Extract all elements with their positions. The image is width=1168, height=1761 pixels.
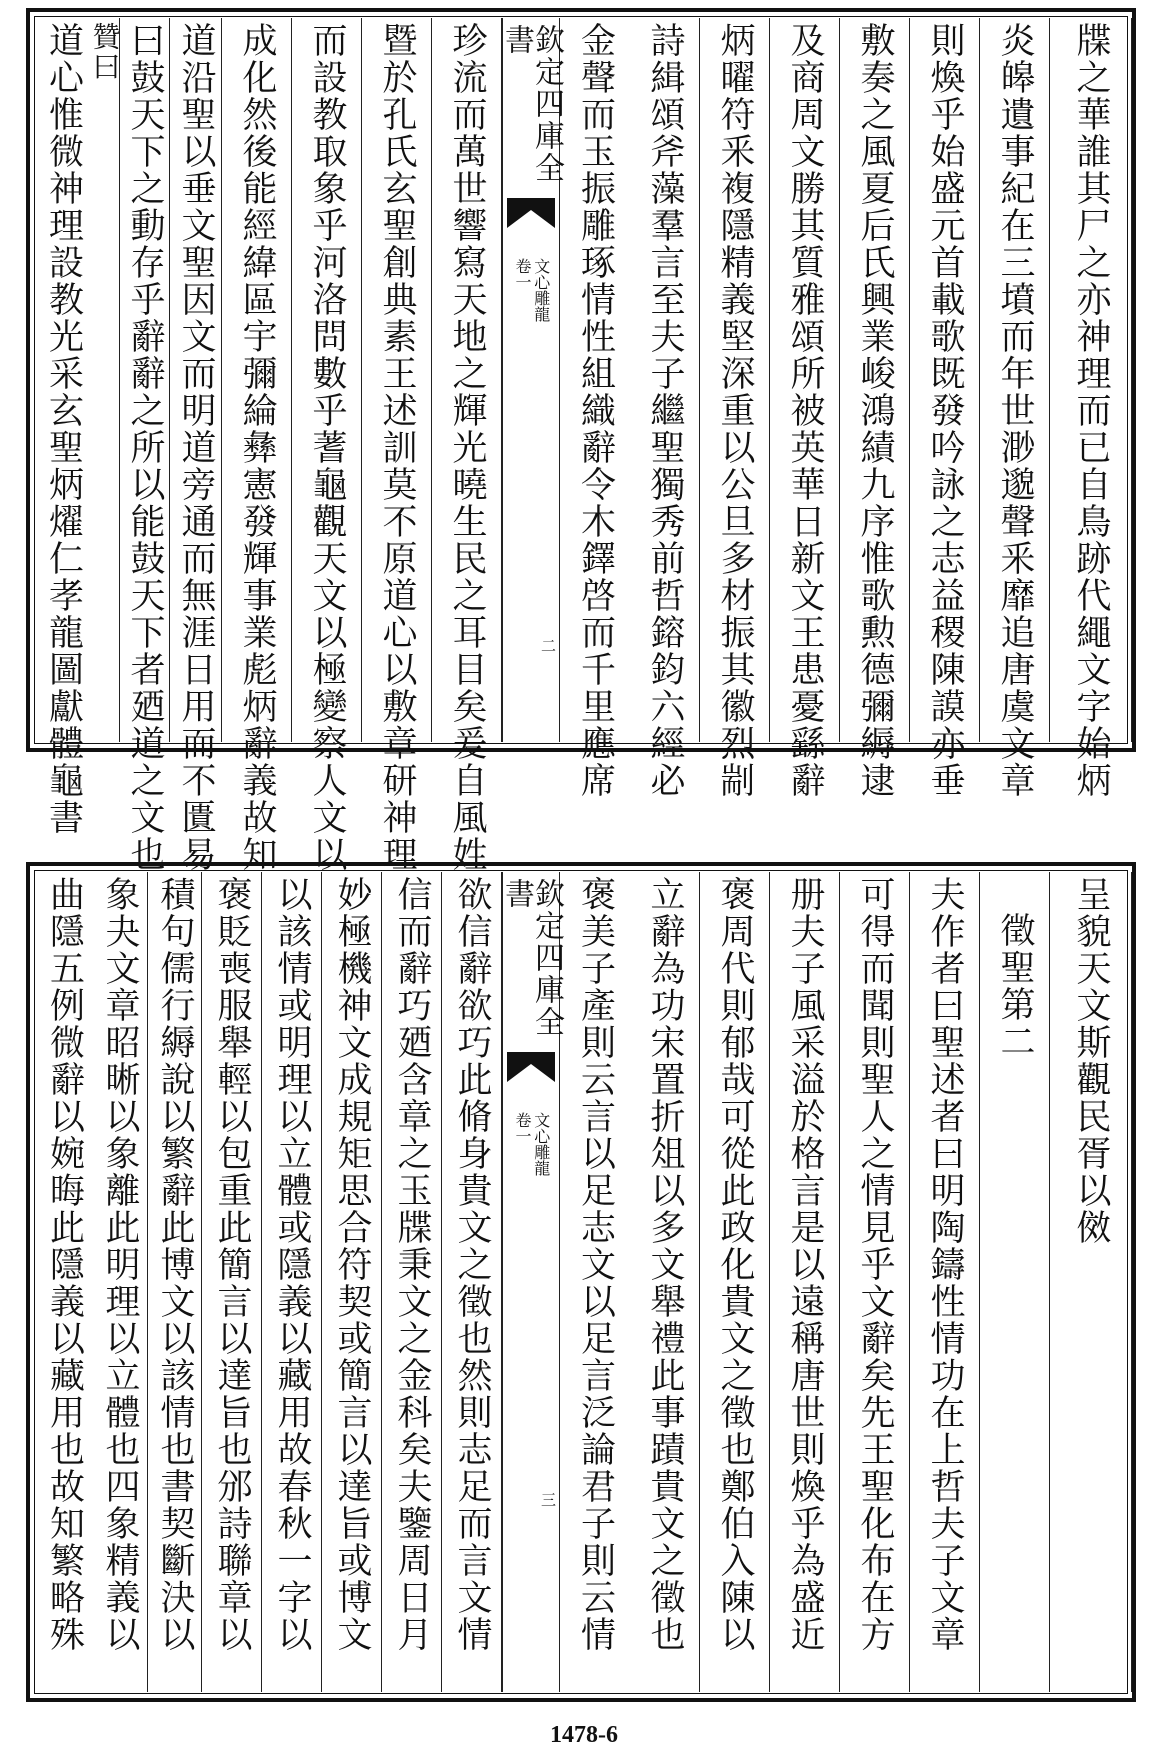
text-column	[362, 18, 432, 873]
column-text: 金聲而玉振雕琢情性組織辭令木鐸啓而千里應席	[575, 22, 616, 799]
page-number: 三	[539, 1492, 557, 1507]
page-number: 二	[539, 638, 557, 653]
volume-label: 卷一	[513, 1112, 532, 1144]
column-text: 褒美子產則云言以足志文以足言泛論君子則云情	[575, 876, 616, 1653]
text-column	[442, 872, 502, 1692]
text-column	[262, 872, 322, 1692]
footer-page-code: 1478-6	[550, 1722, 618, 1748]
text-column	[770, 18, 840, 799]
book-name: 文心雕龍	[531, 1112, 551, 1176]
text-column	[382, 872, 442, 1692]
text-column	[700, 872, 770, 1692]
fishtail-mark-icon	[507, 198, 555, 228]
column-text: 牒之華誰其尸之亦神理而已自鳥跡代繩文字始炳	[1071, 22, 1111, 799]
text-column	[560, 18, 630, 799]
column-text: 及商周文勝其質雅頌所被英華日新文王患憂繇辭	[785, 22, 825, 799]
text-column	[36, 18, 90, 836]
text-column	[90, 18, 120, 742]
fishtail-mark-icon	[507, 1052, 555, 1082]
column-text: 呈貌天文斯觀民胥以傚	[1071, 876, 1111, 1246]
column-text: 妙極機神文成規矩思合符契或簡言以達旨或博文	[332, 876, 372, 1653]
text-column	[980, 18, 1050, 799]
column-text: 積句儒行縟說以繁辭此博文以該情也書契斷決以	[155, 876, 195, 1653]
text-column	[630, 872, 700, 1692]
column-text: 象夬文章昭晰以象離此明理以立體也四象精義以	[100, 876, 140, 1653]
text-column	[36, 872, 92, 1692]
text-column	[120, 18, 170, 873]
book-title	[503, 1112, 559, 1176]
text-column	[222, 18, 292, 873]
text-column	[980, 872, 1050, 1692]
chapter-title: 徵聖第二	[995, 912, 1035, 1060]
text-column	[560, 872, 630, 1692]
column-text: 炎皞遺事紀在三墳而年世渺邈聲釆靡追唐虞文章	[995, 22, 1035, 799]
column-text: 册夫子風采溢於格言是以遠稱唐世則煥乎為盛近	[785, 876, 825, 1653]
text-column	[292, 18, 362, 873]
column-text: 褒貶喪服舉輕以包重此簡言以達旨也邠詩聯章以	[212, 876, 252, 1653]
text-column	[770, 872, 840, 1692]
library-title: 欽定四庫全書	[499, 878, 564, 1038]
column-text: 敷奏之風夏后氏興業峻鴻績九序惟歌勲德彌縟逮	[855, 22, 895, 799]
text-column	[910, 872, 980, 1692]
library-title: 欽定四庫全書	[499, 24, 564, 184]
column-text: 成化然後能經緯區宇彌綸彝憲發輝事業彪炳辭義故知	[237, 22, 277, 873]
column-text: 立辭為功宋置折俎以多文舉禮此事蹟貴文之徵也	[645, 876, 685, 1653]
column-text: 褒周代則郁哉可從此政化貴文之徵也鄭伯入陳以	[715, 876, 755, 1653]
column-text: 則煥乎始盛元首載歌既發吟詠之志益稷陳謨亦垂	[925, 22, 965, 799]
text-column	[322, 872, 382, 1692]
volume-label: 卷一	[513, 258, 532, 290]
column-text: 以該情或明理以立體或隱義以藏用故春秋一字以	[272, 876, 312, 1653]
column-text: 曰鼓天下之動存乎辭辭之所以能鼓天下者廼道之文也	[125, 22, 165, 873]
text-column	[630, 18, 700, 799]
column-text: 珍流而萬世響寫天地之輝光曉生民之耳目矣爰自風姓	[447, 22, 487, 873]
column-text: 而設教取象乎河洛問數乎蓍龜觀天文以極變察人文以	[307, 22, 347, 873]
top-page	[26, 8, 1136, 873]
center-fold	[499, 872, 564, 1692]
text-column	[170, 18, 222, 873]
center-fold	[499, 18, 564, 742]
column-text: 曲隱五例微辭以婉晦此隱義以藏用也故知繁略殊	[44, 876, 85, 1653]
bottom-page	[26, 862, 1136, 1702]
text-column	[840, 872, 910, 1692]
column-text: 贊曰	[88, 22, 122, 82]
column-text: 道沿聖以垂文聖因文而明道旁通而無涯日用而不匱易	[176, 22, 216, 873]
text-column	[148, 872, 202, 1692]
text-column	[1050, 18, 1132, 799]
column-text: 道心惟微神理設教光采玄聖炳燿仁孝龍圖獻體龜書	[43, 22, 84, 836]
text-column	[202, 872, 262, 1692]
column-text: 欲信辭欲巧此脩身貴文之徵也然則志足而言文情	[452, 876, 492, 1653]
column-text: 詩緝頌斧藻羣言至夫子繼聖獨秀前哲鎔鈞六經必	[645, 22, 685, 799]
column-text: 夫作者曰聖述者曰明陶鑄性情功在上哲夫子文章	[925, 876, 965, 1653]
book-name: 文心雕龍	[531, 258, 551, 322]
text-column	[432, 18, 502, 873]
text-column	[910, 18, 980, 799]
text-column	[700, 18, 770, 799]
column-text: 暨於孔氏玄聖創典素王述訓莫不原道心以敷章研神理	[377, 22, 417, 873]
column-text: 信而辭巧廼含章之玉牒秉文之金科矣夫鑒周日月	[392, 876, 432, 1653]
text-column	[1050, 872, 1132, 1692]
column-text: 可得而聞則聖人之情見乎文辭矣先王聖化布在方	[855, 876, 895, 1653]
text-column	[92, 872, 148, 1692]
book-title	[503, 258, 559, 322]
text-column	[840, 18, 910, 799]
column-text: 炳曜符釆複隱精義堅深重以公旦多材振其徽烈剬	[715, 22, 755, 799]
